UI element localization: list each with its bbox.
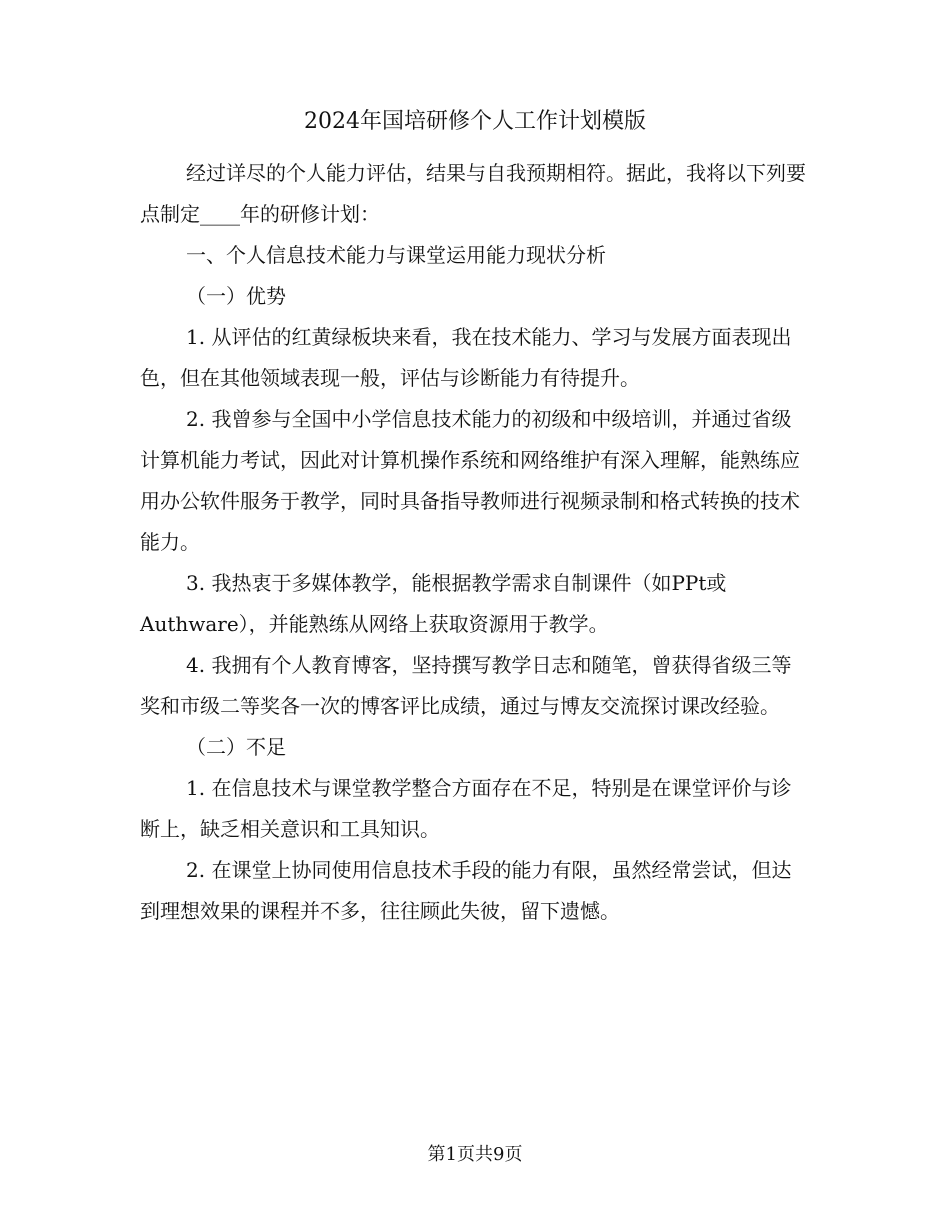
weakness-item-2: 2. 在课堂上协同使用信息技术手段的能力有限，虽然经常尝试，但达到理想效果的课程并不多，往往顾此失彼，留下遗憾。 <box>140 858 792 923</box>
page-number-footer: 第1页共9页 <box>427 1144 523 1165</box>
weakness-item-1: 1. 在信息技术与课堂教学整合方面存在不足，特别是在课堂评价与诊断上，缺乏相关意识和工具知识。 <box>140 776 792 841</box>
strength-item-1: 1. 从评估的红黄绿板块来看，我在技术能力、学习与发展方面表现出色，但在其他领域表现一般，评估与诊断能力有待提升。 <box>140 325 792 390</box>
intro-paragraph: 经过详尽的个人能力评估，结果与自我预期相符。据此，我将以下列要点制定____年的研修计划： <box>140 161 806 226</box>
subsection-heading-strengths: （一）优势 <box>186 284 286 308</box>
strength-item-2: 2. 我曾参与全国中小学信息技术能力的初级和中级培训，并通过省级计算机能力考试，因此对计算机操作系统和网络维护有深入理解，能熟练应用办公软件服务于教学，同时具备指导教师进行视频录制和格式转换的技术能力。 <box>140 407 800 554</box>
strength-item-3: 3. 我热衷于多媒体教学，能根据教学需求自制课件（如PPt或Authware），并能熟练从网络上获取资源用于教学。 <box>140 571 727 636</box>
document-body <box>140 153 810 932</box>
strength-item-4: 4. 我拥有个人教育博客，坚持撰写教学日志和随笔，曾获得省级三等奖和市级二等奖各一次的博客评比成绩，通过与博友交流探讨课改经验。 <box>140 653 792 718</box>
section-heading-1: 一、个人信息技术能力与课堂运用能力现状分析 <box>186 243 606 267</box>
document-title: 2024年国培研修个人工作计划模版 <box>304 109 646 134</box>
subsection-heading-weaknesses: （二）不足 <box>186 735 286 759</box>
